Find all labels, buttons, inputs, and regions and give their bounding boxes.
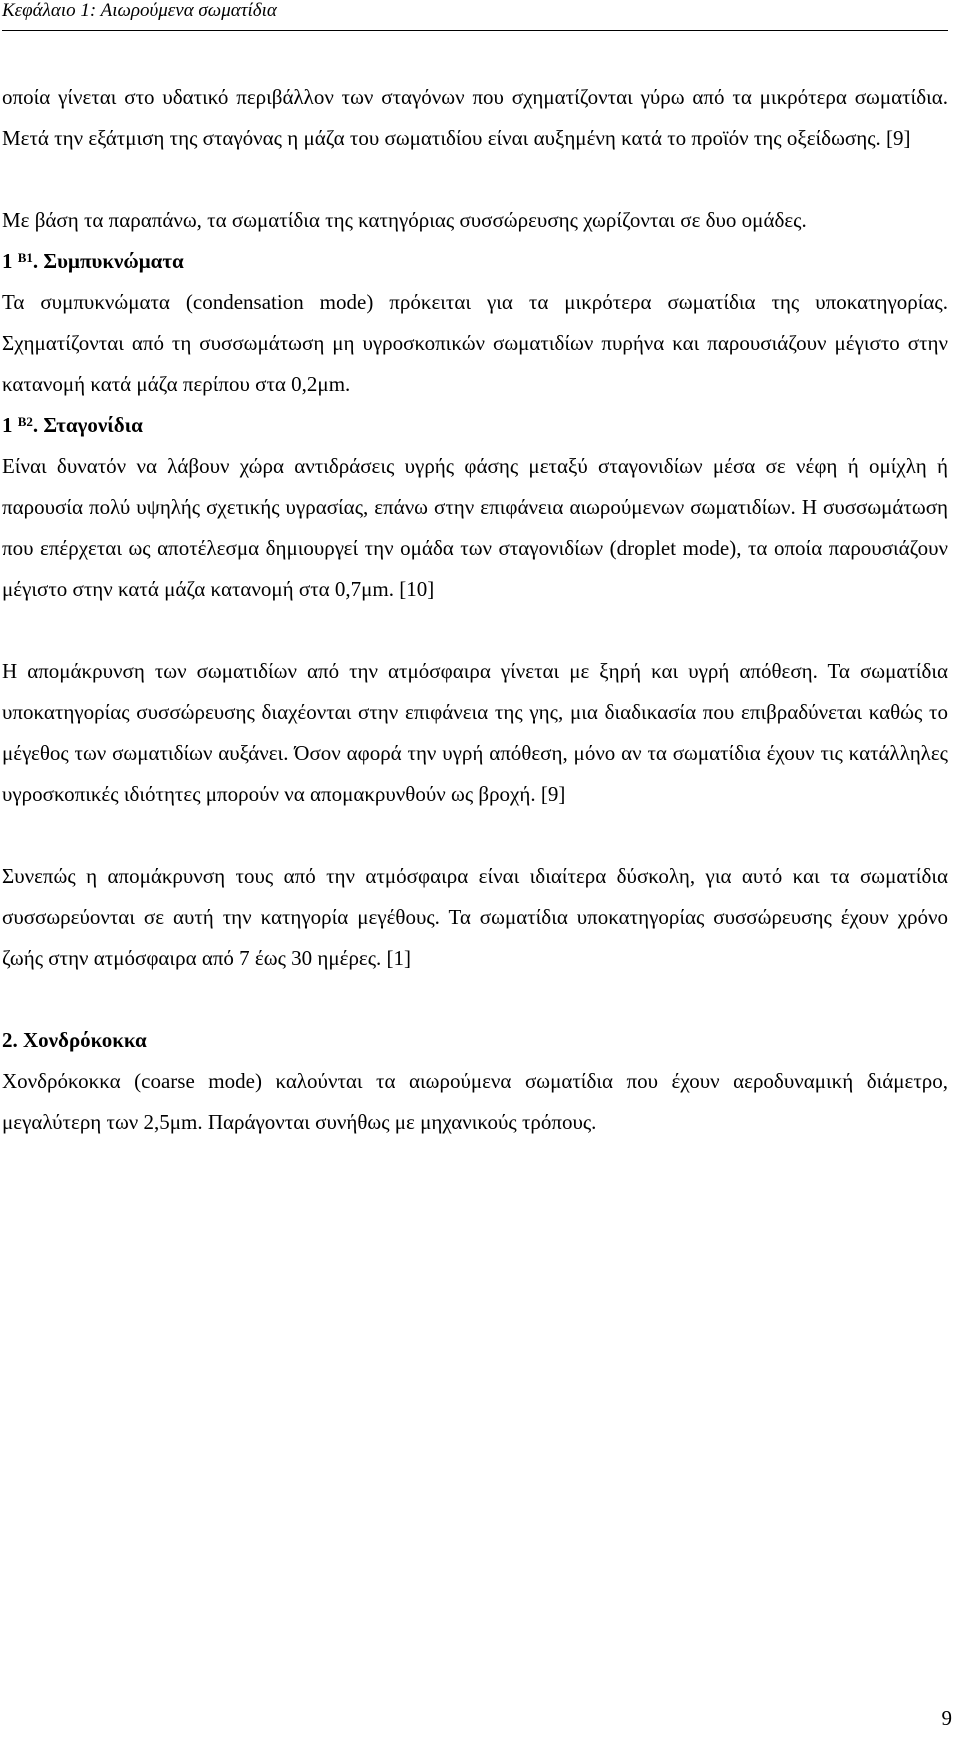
subheading-number: 1 xyxy=(2,413,13,437)
paragraph-condensation: Τα συμπυκνώματα (condensation mode) πρόκειται για τα μικρότερα σωματίδια της υποκατηγορίας. Σχηματίζονται από τη συσσωμάτωση μη υγροσκοπικών σωματιδίων πυρήνα και παρουσιάζουν μέγιστο στην κατανομή κατά μάζα περίπου στα 0,2μm. xyxy=(2,290,948,396)
subheading-superscript: B2 xyxy=(17,414,33,429)
paragraph-groups-intro: Με βάση τα παραπάνω, τα σωματίδια της κατηγόριας συσσώρευσης χωρίζονται σε δυο ομάδες. xyxy=(2,208,807,232)
paragraph-droplets: Είναι δυνατόν να λάβουν χώρα αντιδράσεις υγρής φάσης μεταξύ σταγονιδίων μέσα σε νέφη ή ομίχλη ή παρουσία πολύ υψηλής σχετικής υγρασίας, επάνω στην επιφάνεια αιωρούμενων σωματιδίων. Η συσσωμάτωση που επέρχεται ως αποτέλεσμα δημιουργεί την ομάδα των σταγονιδίων (droplet mode), τα οποία παρουσιάζουν μέγιστο στην κατά μάζα κατανομή στα 0,7μm. [10] xyxy=(2,454,948,601)
page-number: 9 xyxy=(941,1706,952,1730)
heading-coarse: 2. Χονδρόκοκκα xyxy=(2,1028,147,1052)
paragraph-coarse: Χονδρόκοκκα (coarse mode) καλούνται τα αιωρούμενα σωματίδια που έχουν αεροδυναμική διάμετρο, μεγαλύτερη των 2,5μm. Παράγονται συνήθως με μηχανικούς τρόπους. xyxy=(2,1069,948,1134)
paragraph-lifetime: Συνεπώς η απομάκρυνση τους από την ατμόσφαιρα είναι ιδιαίτερα δύσκολη, για αυτό και τα σωματίδια συσσωρεύονται σε αυτή την κατηγορία μεγέθους. Τα σωματίδια υποκατηγορίας συσσώρευσης έχουν χρόνο ζωής στην ατμόσφαιρα από 7 έως 30 ημέρες. [1] xyxy=(2,864,948,970)
subheading-droplets xyxy=(2,405,948,446)
chapter-title: Κεφάλαιο 1: Αιωρούμενα σωματίδια xyxy=(2,0,277,21)
paragraph-removal: Η απομάκρυνση των σωματιδίων από την ατμόσφαιρα γίνεται με ξηρή και υγρή απόθεση. Τα σωματίδια υποκατηγορίας συσσώρευσης διαχέονται στην επιφάνεια της γης, μια διαδικασία που επιβραδύνεται καθώς το μέγεθος των σωματιδίων αυξάνει. Όσον αφορά την υγρή απόθεση, μόνο αν τα σωματίδια έχουν τις κατάλληλες υγροσκοπικές ιδιότητες μπορούν να απομακρυνθούν ως βροχή. [9] xyxy=(2,659,948,806)
subheading-condensation xyxy=(2,241,948,282)
subheading-label: . Σταγονίδια xyxy=(32,413,143,437)
running-header xyxy=(2,0,948,31)
paragraph-oxidation: οποία γίνεται στο υδατικό περιβάλλον των σταγόνων που σχηματίζονται γύρω από τα μικρότερα σωματίδια. Μετά την εξάτμιση της σταγόνας η μάζα του σωματιδίου είναι αυξημένη κατά το προϊόν της οξείδωσης. [9] xyxy=(2,85,948,150)
subheading-number: 1 xyxy=(2,249,13,273)
subheading-label: . Συμπυκνώματα xyxy=(32,249,184,273)
page-body xyxy=(2,77,948,1143)
subheading-superscript: B1 xyxy=(17,250,33,265)
